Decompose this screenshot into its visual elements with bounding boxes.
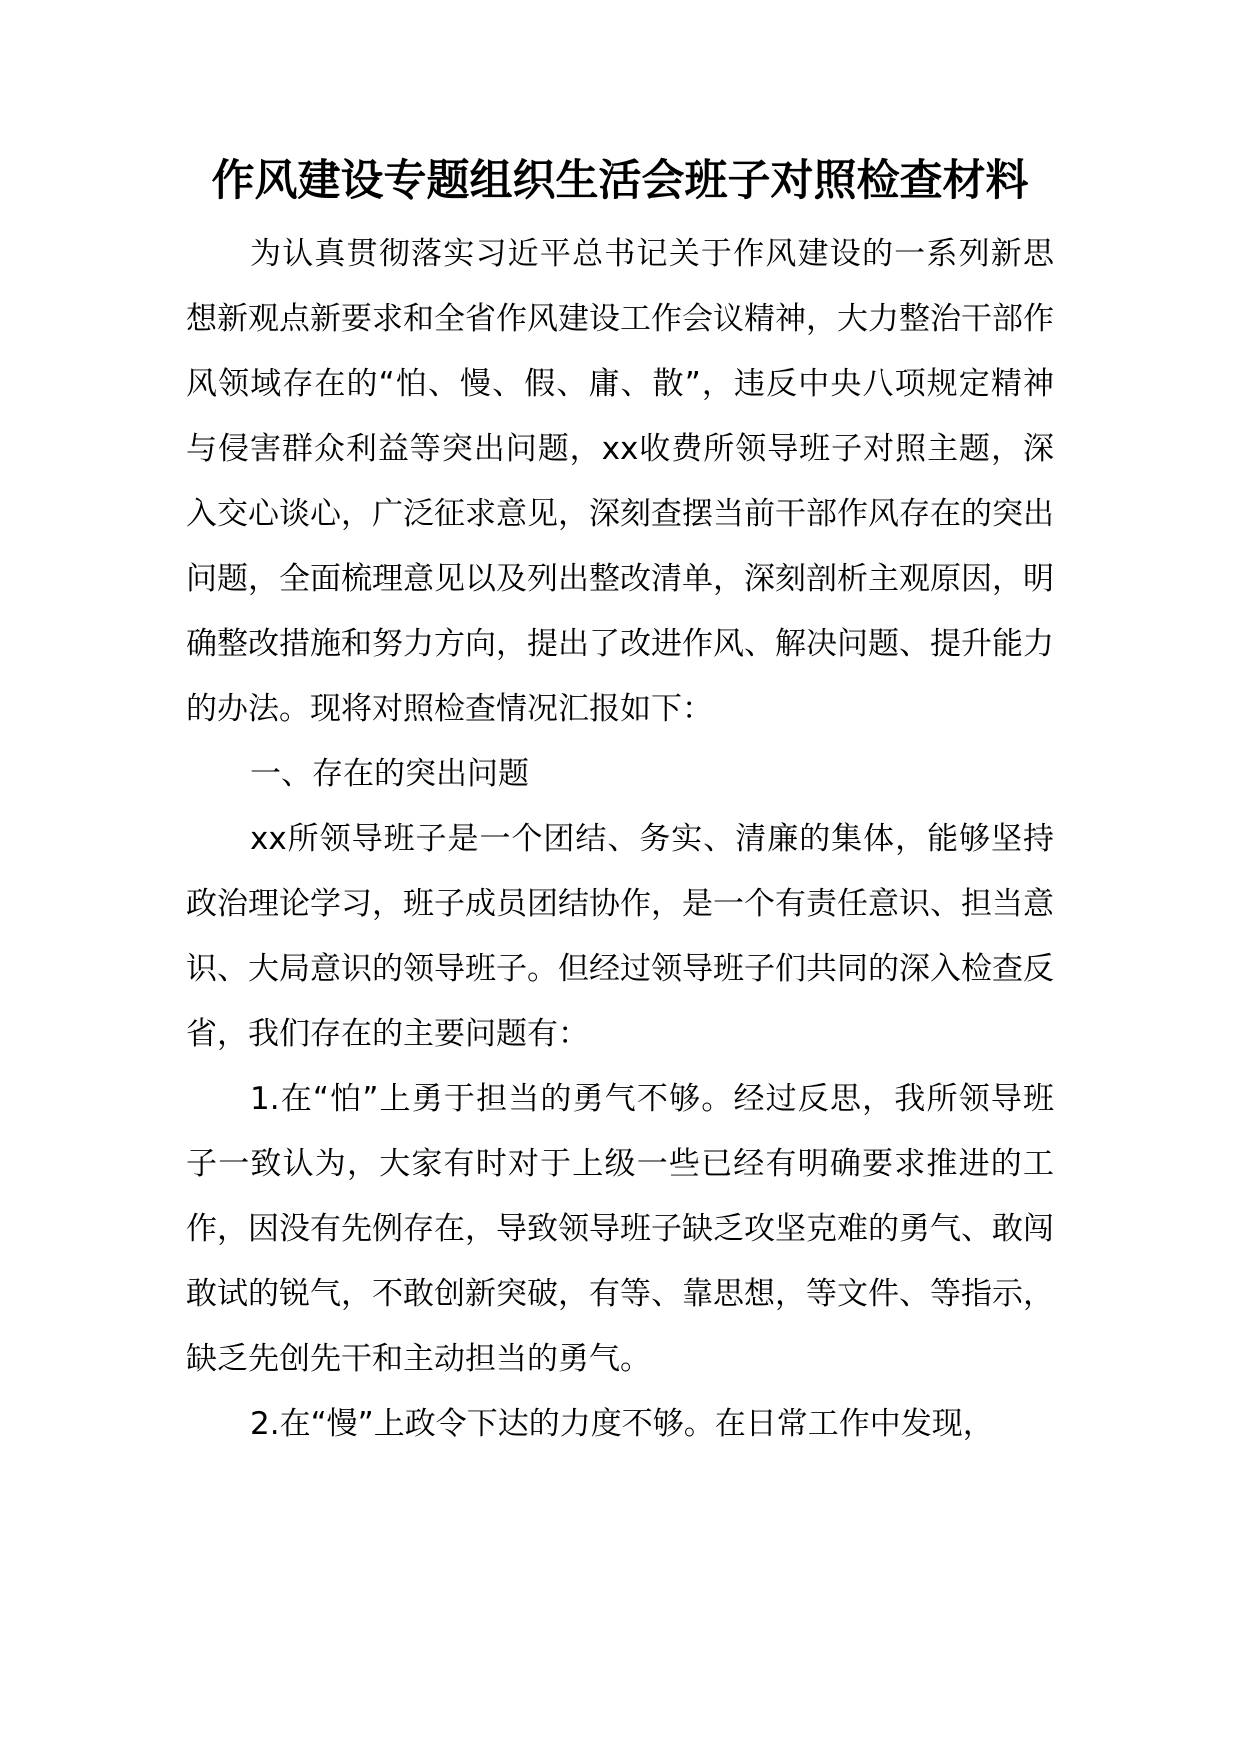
document-page [186, 150, 1054, 1457]
paragraph-intro: 为认真贯彻落实习近平总书记关于作风建设的一系列新思想新观点新要求和全省作风建设工作会议精神，大力整治干部作风领域存在的“怕、慢、假、庸、散”，违反中央八项规定精神与侵害群众利益等突出问题，xx收费所领导班子对照主题，深入交心谈心，广泛征求意见，深刻查摆当前干部作风存在的突出问题，全面梳理意见以及列出整改清单，深刻剖析主观原因，明确整改措施和努力方向，提出了改进作风、解决问题、提升能力的办法。现将对照检查情况汇报如下： [186, 236, 1054, 727]
paragraph-issue-1: 1.在“怕”上勇于担当的勇气不够。经过反思，我所领导班子一致认为，大家有时对于上级一些已经有明确要求推进的工作，因没有先例存在，导致领导班子缺乏攻坚克难的勇气、敢闯敢试的锐气，不敢创新突破，有等、靠思想，等文件、等指示，缺乏先创先干和主动担当的勇气。 [186, 1081, 1054, 1377]
paragraph-team-overview: xx所领导班子是一个团结、务实、清廉的集体，能够坚持政治理论学习，班子成员团结协作，是一个有责任意识、担当意识、大局意识的领导班子。但经过领导班子们共同的深入检查反省，我们存在的主要问题有： [186, 821, 1054, 1052]
document-title: 作风建设专题组织生活会班子对照检查材料 [211, 156, 1029, 206]
paragraph-issue-2: 2.在“慢”上政令下达的力度不够。在日常工作中发现， [250, 1406, 994, 1442]
section-heading-problems: 一、存在的突出问题 [250, 756, 529, 792]
title-spacer [186, 212, 1054, 222]
